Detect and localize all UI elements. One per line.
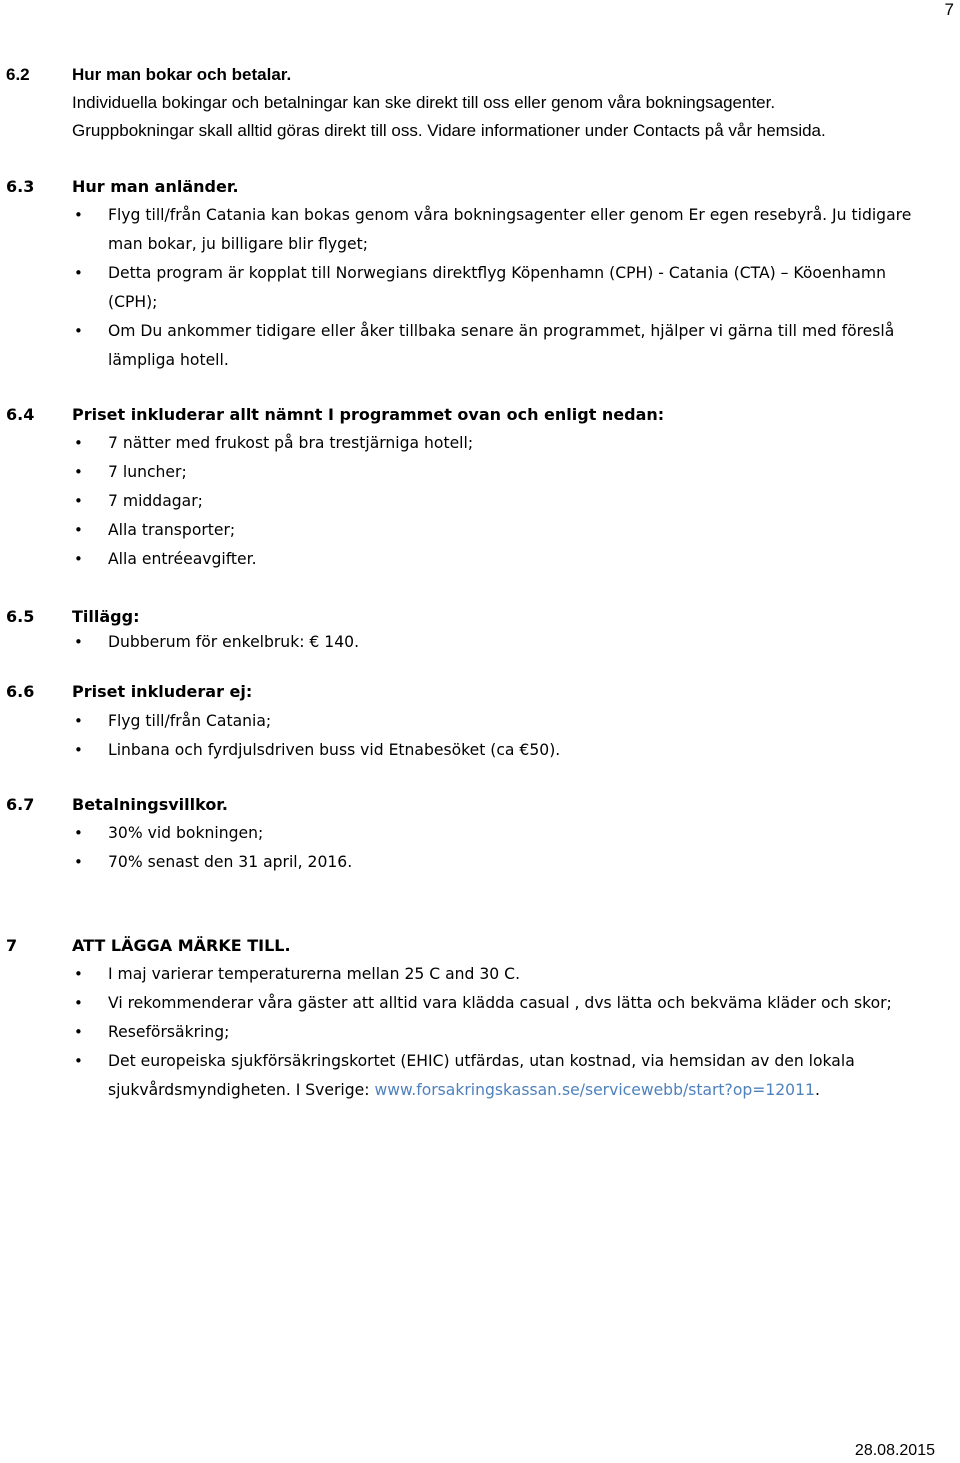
- list-item: [0, 989, 960, 1018]
- section-number: 7: [6, 936, 18, 955]
- list-item-text: 7 nätter med frukost på bra trestjärniga hotell;: [108, 434, 474, 452]
- list-item-text: Om Du ankommer tidigare eller åker tillbaka senare än programmet, hjälper vi gärna till med föreslå lämpliga hotell.: [108, 322, 895, 369]
- list-item: [0, 487, 960, 516]
- bullet-icon: •: [74, 1052, 83, 1070]
- page-number: 7: [944, 0, 954, 19]
- list-item: [0, 317, 960, 375]
- list-item-text: Flyg till/från Catania kan bokas genom våra bokningsagenter eller genom Er egen resebyrå. Ju tidigare man bokar, ju billigare blir flyget;: [108, 206, 912, 253]
- bullet-icon: •: [74, 434, 83, 452]
- bullet-icon: •: [74, 521, 83, 539]
- section-6-3: [0, 172, 960, 375]
- section-title: Betalningsvillkor.: [72, 795, 228, 814]
- footer-date: 28.08.2015: [854, 1442, 935, 1459]
- bullet-icon: •: [74, 741, 83, 759]
- section-heading: [0, 60, 960, 89]
- list-item: [0, 707, 960, 736]
- section-number: 6.7: [6, 795, 35, 814]
- section-heading: [0, 677, 960, 706]
- section-number: 6.2: [6, 65, 30, 84]
- section-6-5: [0, 602, 960, 657]
- bullet-icon: •: [74, 322, 83, 340]
- list-item: [0, 736, 960, 765]
- bullet-icon: •: [74, 206, 83, 224]
- section-number: 6.3: [6, 177, 35, 196]
- list-item-text: Vi rekommenderar våra gäster att alltid vara klädda casual , dvs lätta och bekväma kläder och skor;: [108, 994, 892, 1012]
- section-title: ATT LÄGGA MÄRKE TILL.: [72, 936, 291, 955]
- bullet-icon: •: [74, 853, 83, 871]
- section-6-2: [0, 60, 960, 145]
- list-item-text: 70% senast den 31 april, 2016.: [108, 853, 353, 871]
- list-item: [0, 545, 960, 574]
- bullet-icon: •: [74, 994, 83, 1012]
- bullet-list: [0, 960, 960, 1105]
- list-item: [0, 848, 960, 877]
- list-item: [0, 201, 960, 259]
- list-item-text: 7 luncher;: [108, 463, 187, 481]
- section-title: Priset inkluderar allt nämnt I programmet ovan och enligt nedan:: [72, 405, 665, 424]
- section-heading: [0, 790, 960, 819]
- section-number: 6.4: [6, 405, 35, 424]
- list-item-text: I maj varierar temperaturerna mellan 25 C and 30 C.: [108, 965, 521, 983]
- list-item: [0, 259, 960, 317]
- section-6-4: [0, 400, 960, 574]
- forsakringskassan-link[interactable]: www.forsakringskassan.se/servicewebb/start?op=12011: [374, 1081, 815, 1099]
- paragraph-line: Individuella bokingar och betalningar kan ske direkt till oss eller genom våra bokningsagenter.: [72, 93, 776, 112]
- list-item: [0, 819, 960, 848]
- bullet-icon: •: [74, 463, 83, 481]
- list-item-text: Alla transporter;: [108, 521, 236, 539]
- list-item-text: Reseförsäkring;: [108, 1023, 230, 1041]
- section-title: Hur man anländer.: [72, 177, 239, 196]
- paragraph-line: Gruppbokningar skall alltid göras direkt till oss. Vidare informationer under Contacts på vår hemsida.: [72, 121, 826, 140]
- list-item: [0, 516, 960, 545]
- list-item: [0, 458, 960, 487]
- list-item-text: Linbana och fyrdjulsdriven buss vid Etnabesöket (ca €50).: [108, 741, 561, 759]
- bullet-list: [0, 429, 960, 574]
- bullet-icon: •: [74, 712, 83, 730]
- bullet-list: [0, 819, 960, 877]
- section-title: Hur man bokar och betalar.: [72, 65, 292, 84]
- bullet-icon: •: [74, 824, 83, 842]
- section-title: Priset inkluderar ej:: [72, 682, 253, 701]
- bullet-list: [0, 628, 960, 657]
- bullet-icon: •: [74, 492, 83, 510]
- bullet-list: [0, 707, 960, 765]
- list-item: [0, 1018, 960, 1047]
- list-item-text: 7 middagar;: [108, 492, 203, 510]
- section-heading: [0, 931, 960, 960]
- list-item-text: Dubberum för enkelbruk: € 140.: [108, 633, 360, 651]
- list-item-text: Detta program är kopplat till Norwegians direktflyg Köpenhamn (CPH) - Catania (CTA) – Köoenhamn (CPH);: [108, 264, 886, 311]
- section-heading: [0, 602, 960, 631]
- list-item-text: Alla entréeavgifter.: [108, 550, 257, 568]
- list-item-text: 30% vid bokningen;: [108, 824, 264, 842]
- list-item: [0, 1047, 960, 1105]
- section-6-7: [0, 790, 960, 877]
- section-6-6: [0, 677, 960, 765]
- section-heading: [0, 400, 960, 429]
- bullet-list: [0, 201, 960, 375]
- list-item: [0, 429, 960, 458]
- section-heading: [0, 172, 960, 201]
- section-title: Tillägg:: [72, 607, 140, 626]
- list-item-end: .: [814, 1081, 820, 1099]
- section-number: 6.5: [6, 607, 35, 626]
- bullet-icon: •: [74, 633, 83, 651]
- list-item-text: Flyg till/från Catania;: [108, 712, 272, 730]
- list-item: [0, 960, 960, 989]
- list-item-text: Det europeiska sjukförsäkringskortet (EHIC) utfärdas, utan kostnad, via hemsidan av den lokala sjukvårdsmyndigheten. I Sverige:: [108, 1052, 855, 1099]
- bullet-icon: •: [74, 264, 83, 282]
- section-number: 6.6: [6, 682, 35, 701]
- bullet-icon: •: [74, 965, 83, 983]
- list-item: [0, 628, 960, 657]
- section-7: [0, 931, 960, 1105]
- bullet-icon: •: [74, 1023, 83, 1041]
- bullet-icon: •: [74, 550, 83, 568]
